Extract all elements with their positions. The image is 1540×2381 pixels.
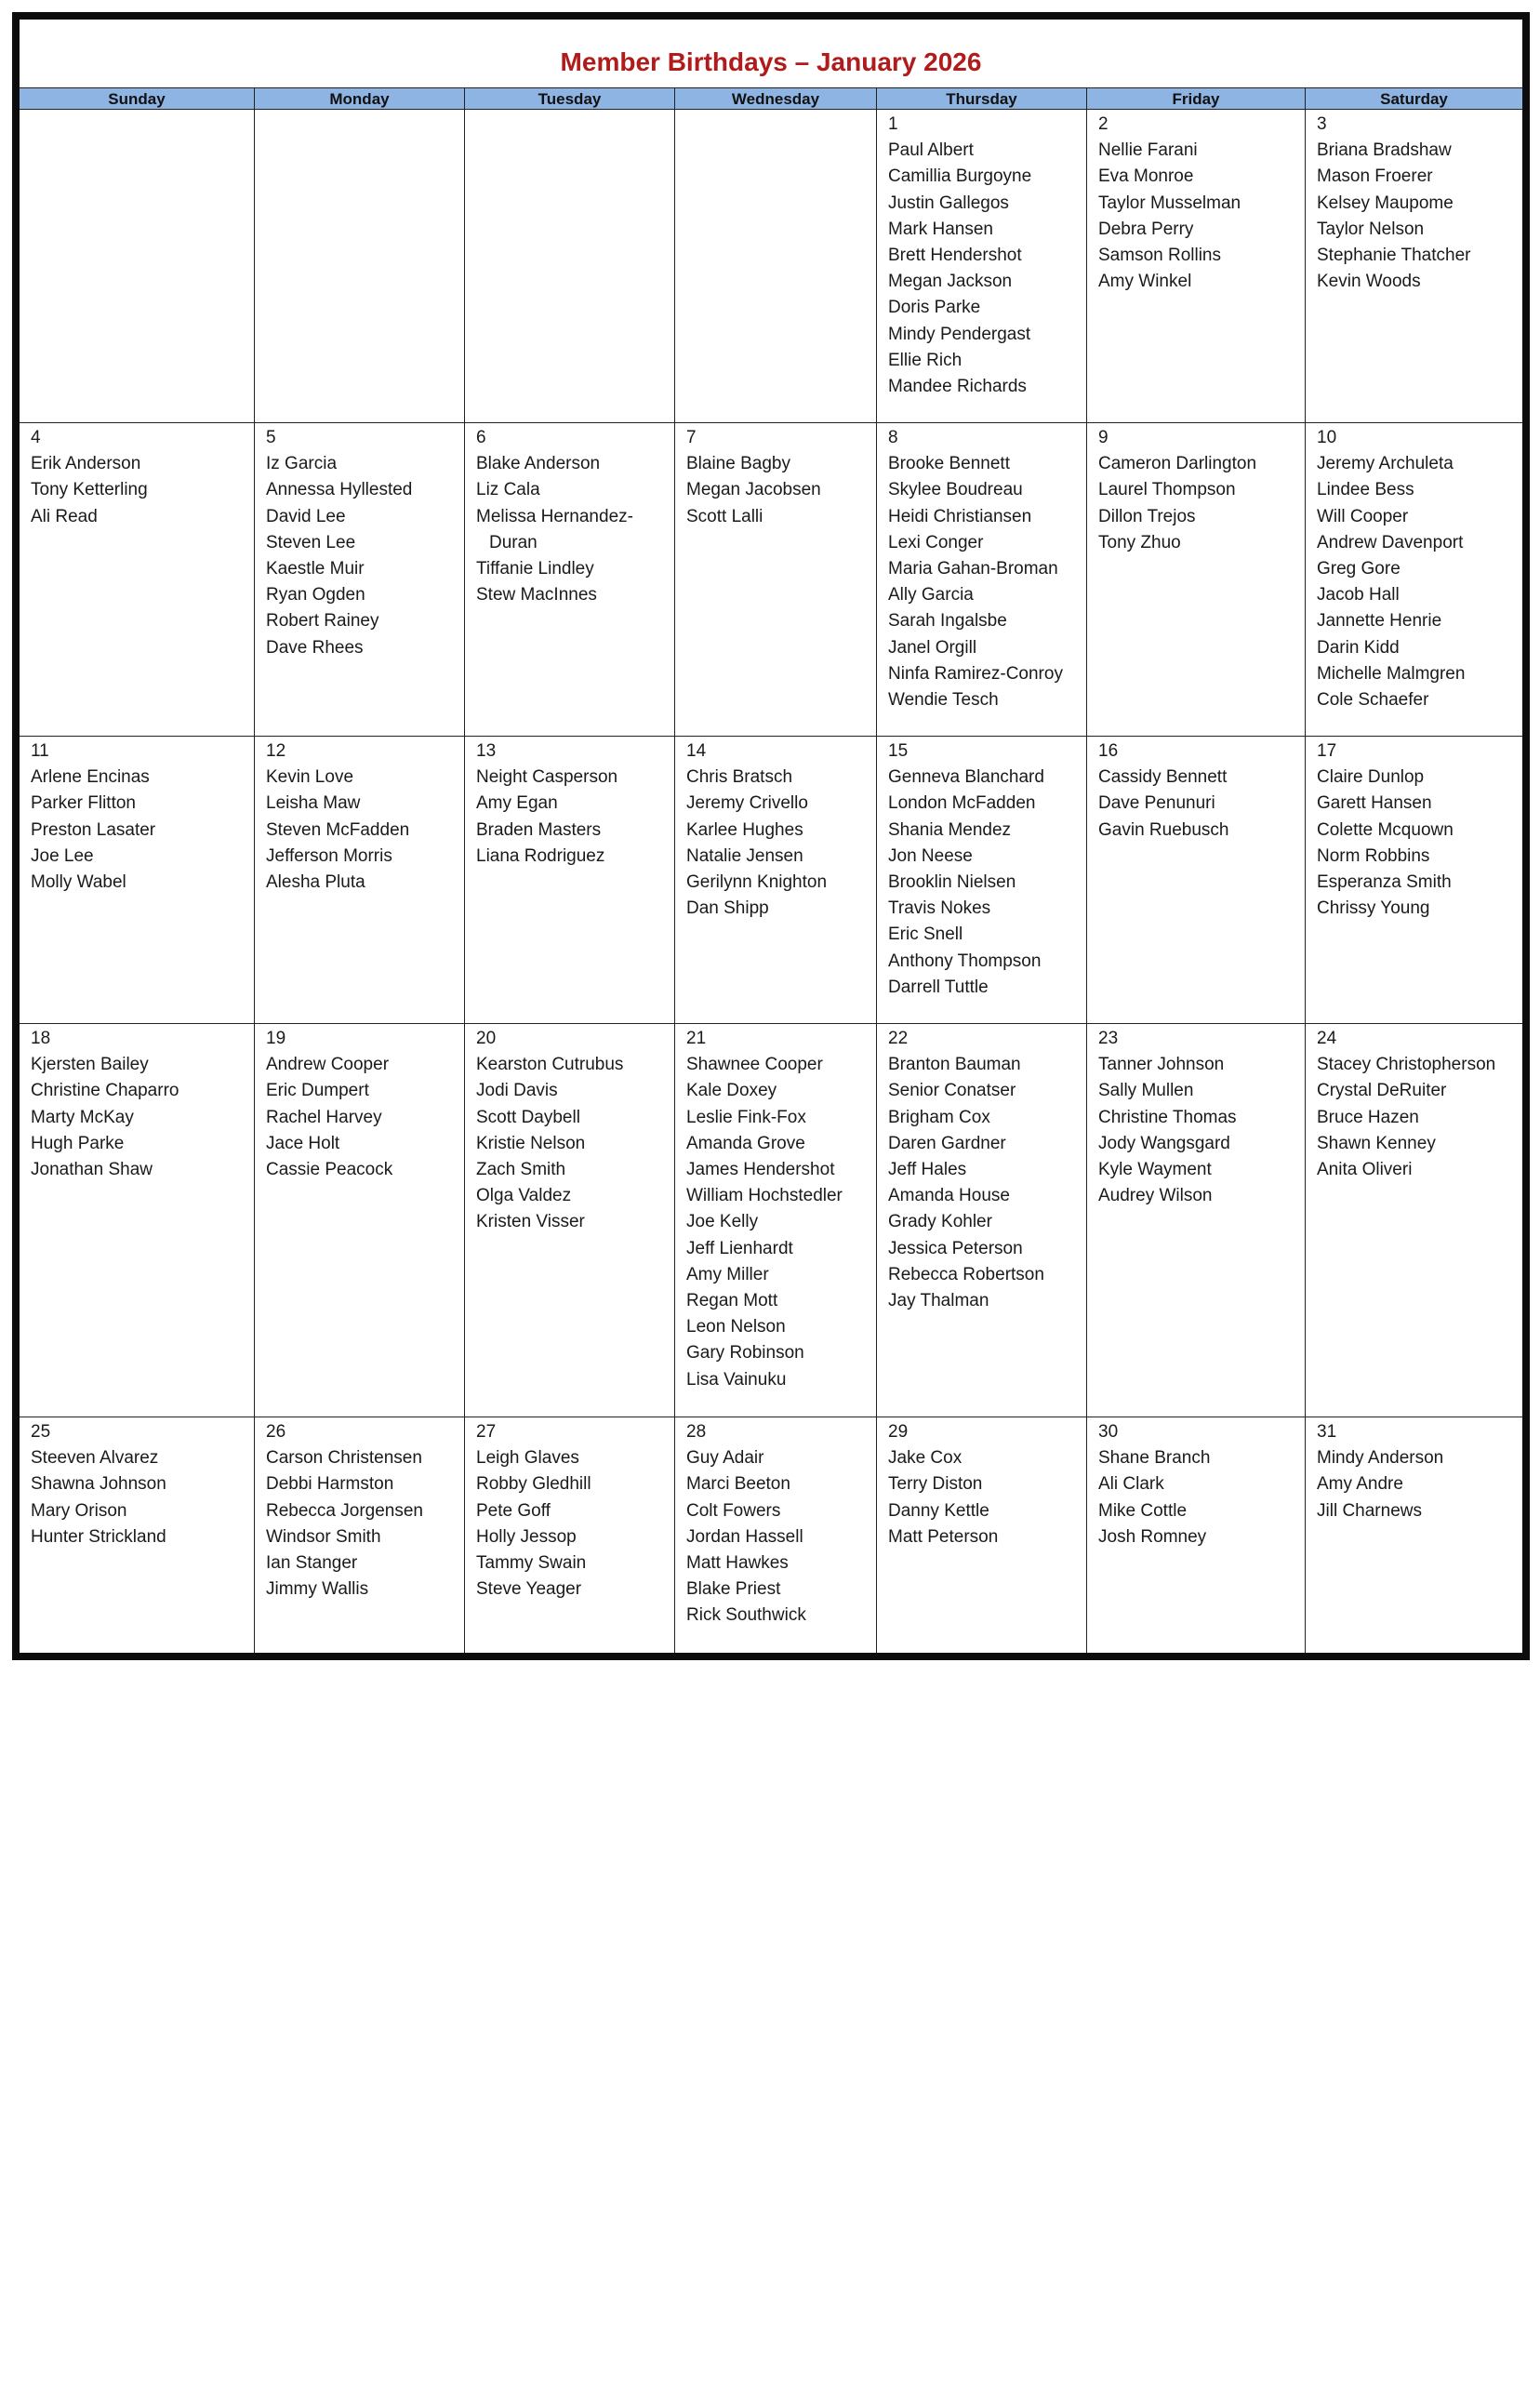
birthday-name: Greg Gore	[1317, 559, 1401, 579]
day-number: 30	[1098, 1422, 1119, 1442]
birthday-name: Danny Kettle	[888, 1500, 989, 1521]
birthday-name: Jefferson Morris	[266, 845, 392, 866]
birthday-name: Jon Neese	[888, 845, 973, 866]
birthday-name: Gary Robinson	[686, 1343, 804, 1363]
day-number: 11	[31, 741, 49, 761]
birthday-name: Ally Garcia	[888, 585, 974, 605]
birthday-name: Justin Gallegos	[888, 193, 1009, 213]
birthday-name: Holly Jessop	[476, 1526, 577, 1547]
birthday-name: Alesha Pluta	[266, 872, 365, 893]
day-cell-8	[877, 423, 1087, 737]
day-number: 5	[266, 428, 276, 447]
birthday-name: Shawna Johnson	[31, 1474, 166, 1495]
day-cell-27	[465, 1417, 675, 1653]
birthday-name: Steve Yeager	[476, 1579, 582, 1600]
birthday-name: Rachel Harvey	[266, 1107, 382, 1127]
day-number: 17	[1317, 741, 1337, 761]
birthday-name: Erik Anderson	[31, 454, 141, 474]
birthday-name: Cassie Peacock	[266, 1160, 393, 1180]
day-number: 3	[1317, 114, 1327, 134]
day-number: 1	[888, 114, 898, 134]
birthday-name: Kjersten Bailey	[31, 1055, 149, 1075]
birthday-name: Cassidy Bennett	[1098, 767, 1228, 788]
birthday-name: Dan Shipp	[686, 898, 769, 919]
birthday-name: Ninfa Ramirez-Conroy	[888, 663, 1063, 684]
day-number: 28	[686, 1422, 707, 1442]
birthday-name: Crystal DeRuiter	[1317, 1081, 1447, 1101]
empty-day-cell	[465, 110, 675, 423]
birthday-name: Darin Kidd	[1317, 637, 1400, 658]
day-cell-26	[255, 1417, 465, 1653]
birthday-name: Kelsey Maupome	[1317, 193, 1454, 213]
day-number: 24	[1317, 1029, 1337, 1048]
birthday-name: Duran	[489, 532, 538, 552]
birthday-name: Matt Peterson	[888, 1526, 999, 1547]
birthday-name: Ali Read	[31, 506, 98, 526]
day-cell-18	[20, 1024, 255, 1417]
birthday-name: Kale Doxey	[686, 1081, 777, 1101]
birthday-name: Skylee Boudreau	[888, 480, 1023, 500]
birthday-name: Doris Parke	[888, 298, 981, 318]
birthday-name: Claire Dunlop	[1317, 767, 1425, 788]
birthday-name: Leisha Maw	[266, 793, 361, 814]
day-cell-15	[877, 737, 1087, 1024]
birthday-name: Dillon Trejos	[1098, 506, 1196, 526]
birthday-name: Marci Beeton	[686, 1474, 790, 1495]
birthday-name: Pete Goff	[476, 1500, 551, 1521]
birthday-name: Parker Flitton	[31, 793, 136, 814]
birthday-name: Jannette Henrie	[1317, 611, 1442, 632]
day-number: 10	[1317, 428, 1337, 447]
birthday-name: Zach Smith	[476, 1160, 566, 1180]
birthday-name: Jill Charnews	[1317, 1500, 1422, 1521]
birthday-name: Garett Hansen	[1317, 793, 1432, 814]
weekday-header-tuesday: Tuesday	[465, 87, 675, 110]
birthday-name: Tanner Johnson	[1098, 1055, 1225, 1075]
birthday-name: Brett Hendershot	[888, 246, 1022, 266]
day-number: 18	[31, 1029, 51, 1048]
birthday-name: Kaestle Muir	[266, 559, 365, 579]
birthday-name: Molly Wabel	[31, 872, 126, 893]
day-number: 21	[686, 1029, 707, 1048]
birthday-name: Taylor Musselman	[1098, 193, 1241, 213]
birthday-name: Bruce Hazen	[1317, 1107, 1419, 1127]
birthday-name: Kyle Wayment	[1098, 1160, 1212, 1180]
birthday-name: Rebecca Robertson	[888, 1264, 1044, 1284]
weekday-header-wednesday: Wednesday	[675, 87, 877, 110]
day-number: 15	[888, 741, 909, 761]
day-cell-21	[675, 1024, 877, 1417]
birthday-name: Jonathan Shaw	[31, 1160, 153, 1180]
birthday-name: Senior Conatser	[888, 1081, 1016, 1101]
birthday-name: Jay Thalman	[888, 1291, 989, 1311]
day-number: 12	[266, 741, 286, 761]
birthday-name: Cameron Darlington	[1098, 454, 1257, 474]
birthday-name: Debbi Harmston	[266, 1474, 394, 1495]
birthday-name: Amy Winkel	[1098, 272, 1192, 292]
day-number: 20	[476, 1029, 497, 1048]
day-number: 4	[31, 428, 41, 447]
birthday-name: Karlee Hughes	[686, 819, 803, 840]
birthday-name: Mindy Anderson	[1317, 1448, 1444, 1469]
day-cell-3	[1306, 110, 1522, 423]
birthday-name: Jeff Hales	[888, 1160, 967, 1180]
birthday-name: Daren Gardner	[888, 1133, 1006, 1153]
birthday-name: Neight Casperson	[476, 767, 618, 788]
birthday-name: Josh Romney	[1098, 1526, 1207, 1547]
birthday-name: Andrew Cooper	[266, 1055, 390, 1075]
birthday-name: Rebecca Jorgensen	[266, 1500, 423, 1521]
birthday-name: Jeff Lienhardt	[686, 1238, 793, 1258]
birthday-name: Shane Branch	[1098, 1448, 1211, 1469]
birthday-name: Norm Robbins	[1317, 845, 1430, 866]
birthday-name: Brigham Cox	[888, 1107, 990, 1127]
weekday-header-sunday: Sunday	[20, 87, 255, 110]
birthday-name: Annessa Hyllested	[266, 480, 413, 500]
page-title: Member Birthdays – January 2026	[560, 47, 982, 76]
birthday-name: Tammy Swain	[476, 1553, 587, 1574]
birthday-name: Hunter Strickland	[31, 1526, 166, 1547]
day-number: 9	[1098, 428, 1109, 447]
birthday-name: Melissa Hernandez-	[476, 506, 633, 526]
birthday-name: Terry Diston	[888, 1474, 983, 1495]
empty-day-cell	[255, 110, 465, 423]
day-number: 13	[476, 741, 497, 761]
birthday-name: Liana Rodriguez	[476, 845, 605, 866]
day-cell-24	[1306, 1024, 1522, 1417]
birthday-name: Leslie Fink-Fox	[686, 1107, 806, 1127]
birthday-name: Maria Gahan-Broman	[888, 559, 1058, 579]
birthday-name: Carson Christensen	[266, 1448, 422, 1469]
birthday-name: Kristie Nelson	[476, 1133, 586, 1153]
birthday-name: Amy Miller	[686, 1264, 769, 1284]
weekday-header-saturday: Saturday	[1306, 87, 1522, 110]
day-number: 31	[1317, 1422, 1337, 1442]
empty-day-cell	[675, 110, 877, 423]
birthday-name: Branton Bauman	[888, 1055, 1021, 1075]
birthday-name: Steven McFadden	[266, 819, 410, 840]
birthday-name: Robby Gledhill	[476, 1474, 591, 1495]
day-number: 19	[266, 1029, 286, 1048]
birthday-name: Chris Bratsch	[686, 767, 793, 788]
birthday-name: Dave Penunuri	[1098, 793, 1215, 814]
birthday-name: Stacey Christopherson	[1317, 1055, 1496, 1075]
birthday-name: Ryan Ogden	[266, 585, 365, 605]
birthday-name: Jodi Davis	[476, 1081, 558, 1101]
birthday-name: Camillia Burgoyne	[888, 166, 1032, 187]
day-number: 6	[476, 428, 486, 447]
birthday-name: Iz Garcia	[266, 454, 338, 474]
birthday-name: Mindy Pendergast	[888, 324, 1031, 344]
birthday-name: Grady Kohler	[888, 1212, 992, 1232]
day-cell-17	[1306, 737, 1522, 1024]
birthday-name: Tiffanie Lindley	[476, 559, 594, 579]
birthday-name: Leon Nelson	[686, 1317, 786, 1337]
day-cell-5	[255, 423, 465, 737]
birthday-name: Chrissy Young	[1317, 898, 1430, 919]
birthday-name: Jeremy Crivello	[686, 793, 808, 814]
birthday-name: Rick Southwick	[686, 1605, 806, 1626]
birthday-name: Ellie Rich	[888, 350, 962, 370]
birthday-name: Brooklin Nielsen	[888, 872, 1016, 893]
day-cell-12	[255, 737, 465, 1024]
birthday-name: Mason Froerer	[1317, 166, 1433, 187]
birthday-name: Stew MacInnes	[476, 585, 597, 605]
birthday-name: Anthony Thompson	[888, 951, 1042, 971]
birthday-name: Blake Anderson	[476, 454, 601, 474]
day-number: 25	[31, 1422, 51, 1442]
day-number: 14	[686, 741, 707, 761]
day-number: 2	[1098, 114, 1109, 134]
birthday-name: Steven Lee	[266, 532, 356, 552]
weekday-header-thursday: Thursday	[877, 87, 1087, 110]
birthday-name: Colette Mcquown	[1317, 819, 1454, 840]
birthday-name: Kearston Cutrubus	[476, 1055, 624, 1075]
day-cell-2	[1087, 110, 1306, 423]
birthday-name: Amy Egan	[476, 793, 558, 814]
day-number: 7	[686, 428, 697, 447]
day-cell-14	[675, 737, 877, 1024]
birthday-name: Liz Cala	[476, 480, 540, 500]
day-cell-20	[465, 1024, 675, 1417]
birthday-name: David Lee	[266, 506, 346, 526]
birthday-name: Lexi Conger	[888, 532, 984, 552]
birthday-name: Heidi Christiansen	[888, 506, 1032, 526]
birthday-name: Eva Monroe	[1098, 166, 1194, 187]
day-number: 22	[888, 1029, 909, 1048]
birthday-name: Amanda House	[888, 1186, 1010, 1206]
day-number: 16	[1098, 741, 1119, 761]
day-number: 8	[888, 428, 898, 447]
birthday-calendar	[12, 12, 1530, 1660]
birthday-name: Lindee Bess	[1317, 480, 1414, 500]
birthday-name: Jeremy Archuleta	[1317, 454, 1454, 474]
birthday-name: James Hendershot	[686, 1160, 835, 1180]
birthday-name: Guy Adair	[686, 1448, 764, 1469]
birthday-name: Blake Priest	[686, 1579, 781, 1600]
birthday-name: Jacob Hall	[1317, 585, 1400, 605]
birthday-name: Megan Jackson	[888, 272, 1013, 292]
birthday-name: Colt Fowers	[686, 1500, 781, 1521]
birthday-name: Sarah Ingalsbe	[888, 611, 1007, 632]
birthday-name: Jace Holt	[266, 1133, 340, 1153]
birthday-name: Dave Rhees	[266, 637, 364, 658]
birthday-name: Jordan Hassell	[686, 1526, 803, 1547]
day-cell-10	[1306, 423, 1522, 737]
birthday-name: Amy Andre	[1317, 1474, 1403, 1495]
birthday-name: Regan Mott	[686, 1291, 778, 1311]
birthday-name: Janel Orgill	[888, 637, 977, 658]
day-cell-23	[1087, 1024, 1306, 1417]
birthday-name: Andrew Davenport	[1317, 532, 1464, 552]
birthday-name: Matt Hawkes	[686, 1553, 789, 1574]
birthday-name: Jessica Peterson	[888, 1238, 1023, 1258]
day-cell-7	[675, 423, 877, 737]
weekday-header-monday: Monday	[255, 87, 465, 110]
birthday-name: Brooke Bennett	[888, 454, 1010, 474]
day-cell-11	[20, 737, 255, 1024]
day-number: 27	[476, 1422, 497, 1442]
birthday-name: Braden Masters	[476, 819, 602, 840]
birthday-name: Taylor Nelson	[1317, 219, 1425, 239]
birthday-name: Kristen Visser	[476, 1212, 585, 1232]
birthday-name: Steeven Alvarez	[31, 1448, 159, 1469]
birthday-name: Wendie Tesch	[888, 690, 999, 711]
birthday-name: Laurel Thompson	[1098, 480, 1236, 500]
birthday-name: Joe Lee	[31, 845, 94, 866]
birthday-name: Leigh Glaves	[476, 1448, 579, 1469]
birthday-name: Amanda Grove	[686, 1133, 805, 1153]
birthday-name: Megan Jacobsen	[686, 480, 821, 500]
day-cell-13	[465, 737, 675, 1024]
empty-day-cell	[20, 110, 255, 423]
day-cell-1	[877, 110, 1087, 423]
birthday-name: Genneva Blanchard	[888, 767, 1044, 788]
birthday-name: Stephanie Thatcher	[1317, 246, 1471, 266]
calendar-grid	[20, 87, 1522, 1653]
birthday-name: Cole Schaefer	[1317, 690, 1429, 711]
birthday-name: Blaine Bagby	[686, 454, 790, 474]
birthday-name: Christine Chaparro	[31, 1081, 179, 1101]
birthday-name: Jimmy Wallis	[266, 1579, 369, 1600]
birthday-name: Jake Cox	[888, 1448, 962, 1469]
birthday-name: Robert Rainey	[266, 611, 379, 632]
birthday-name: Marty McKay	[31, 1107, 134, 1127]
birthday-name: Mike Cottle	[1098, 1500, 1188, 1521]
day-number: 26	[266, 1422, 286, 1442]
birthday-name: Eric Dumpert	[266, 1081, 369, 1101]
birthday-name: Michelle Malmgren	[1317, 663, 1466, 684]
day-cell-22	[877, 1024, 1087, 1417]
birthday-name: Tony Zhuo	[1098, 532, 1181, 552]
birthday-name: Natalie Jensen	[686, 845, 803, 866]
birthday-name: Shawnee Cooper	[686, 1055, 823, 1075]
birthday-name: Audrey Wilson	[1098, 1186, 1213, 1206]
birthday-name: Anita Oliveri	[1317, 1160, 1413, 1180]
birthday-name: Gavin Ruebusch	[1098, 819, 1229, 840]
day-cell-25	[20, 1417, 255, 1653]
day-cell-19	[255, 1024, 465, 1417]
birthday-name: Paul Albert	[888, 140, 974, 161]
day-cell-31	[1306, 1417, 1522, 1653]
birthday-name: Debra Perry	[1098, 219, 1194, 239]
day-cell-6	[465, 423, 675, 737]
birthday-name: Shawn Kenney	[1317, 1133, 1436, 1153]
birthday-name: Hugh Parke	[31, 1133, 125, 1153]
birthday-name: William Hochstedler	[686, 1186, 843, 1206]
birthday-name: Ali Clark	[1098, 1474, 1164, 1495]
birthday-name: Shania Mendez	[888, 819, 1012, 840]
birthday-name: Mandee Richards	[888, 377, 1027, 397]
day-cell-30	[1087, 1417, 1306, 1653]
day-cell-9	[1087, 423, 1306, 737]
birthday-name: London McFadden	[888, 793, 1036, 814]
birthday-name: Joe Kelly	[686, 1212, 759, 1232]
birthday-name: Gerilynn Knighton	[686, 872, 828, 893]
day-number: 29	[888, 1422, 909, 1442]
birthday-name: Jody Wangsgard	[1098, 1133, 1230, 1153]
birthday-name: Will Cooper	[1317, 506, 1409, 526]
birthday-name: Esperanza Smith	[1317, 872, 1452, 893]
birthday-name: Kevin Love	[266, 767, 354, 788]
birthday-name: Eric Snell	[888, 924, 963, 945]
birthday-name: Sally Mullen	[1098, 1081, 1194, 1101]
birthday-name: Scott Lalli	[686, 506, 763, 526]
birthday-name: Christine Thomas	[1098, 1107, 1237, 1127]
birthday-name: Tony Ketterling	[31, 480, 148, 500]
birthday-name: Mark Hansen	[888, 219, 993, 239]
birthday-name: Nellie Farani	[1098, 140, 1198, 161]
birthday-name: Olga Valdez	[476, 1186, 572, 1206]
birthday-name: Lisa Vainuku	[686, 1369, 787, 1390]
day-cell-28	[675, 1417, 877, 1653]
weekday-header-friday: Friday	[1087, 87, 1306, 110]
day-cell-16	[1087, 737, 1306, 1024]
birthday-name: Scott Daybell	[476, 1107, 580, 1127]
day-cell-29	[877, 1417, 1087, 1653]
birthday-name: Preston Lasater	[31, 819, 156, 840]
birthday-name: Ian Stanger	[266, 1553, 358, 1574]
birthday-name: Samson Rollins	[1098, 246, 1221, 266]
day-number: 23	[1098, 1029, 1119, 1048]
birthday-name: Arlene Encinas	[31, 767, 150, 788]
birthday-name: Briana Bradshaw	[1317, 140, 1452, 161]
birthday-name: Travis Nokes	[888, 898, 991, 919]
birthday-name: Windsor Smith	[266, 1526, 381, 1547]
birthday-name: Darrell Tuttle	[888, 977, 989, 997]
birthday-name: Mary Orison	[31, 1500, 127, 1521]
birthday-name: Kevin Woods	[1317, 272, 1421, 292]
day-cell-4	[20, 423, 255, 737]
